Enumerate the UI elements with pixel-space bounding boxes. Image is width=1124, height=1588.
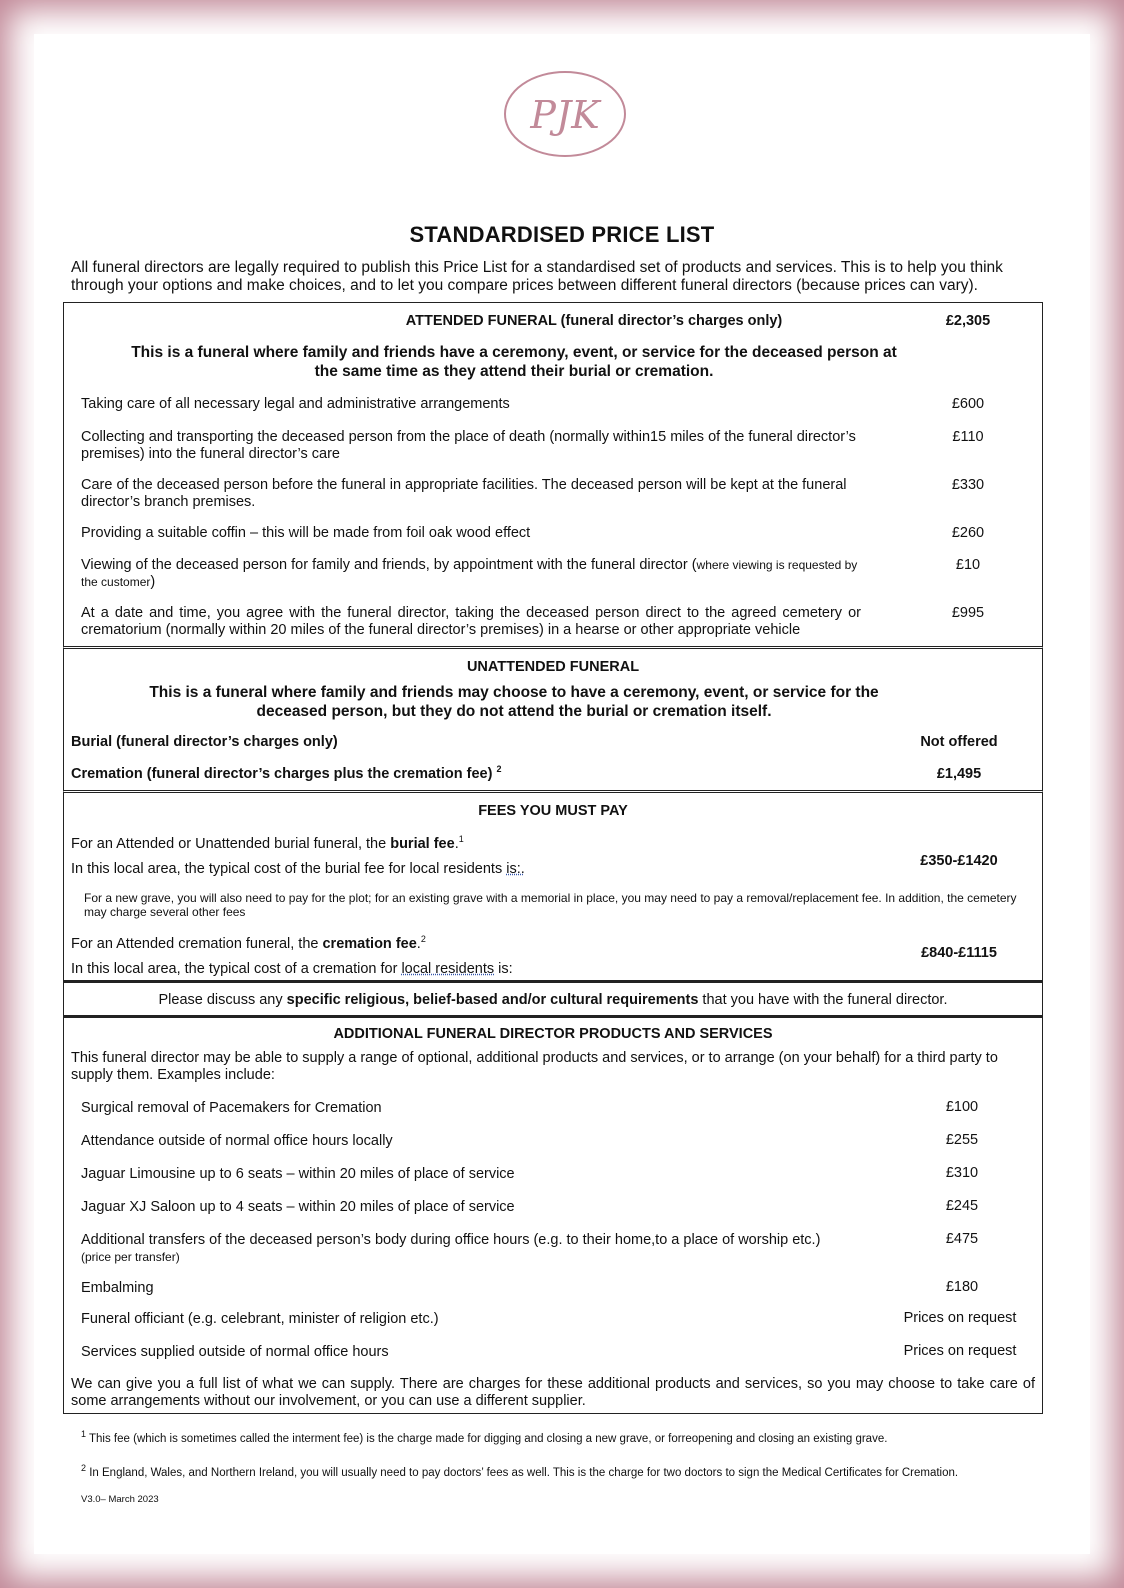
version-label: V3.0– March 2023 <box>81 1494 159 1505</box>
additional-item-price: £180 <box>945 1279 979 1295</box>
attended-item: At a date and time, you agree with the funeral director, taking the deceased person direct to the agreed cemetery or crematorium (normally within 20 miles of the funeral director’s premises) in a hearse or other appropriate vehicle <box>81 605 861 638</box>
burial-note: For a new grave, you will also need to pay for the plot; for an existing grave with a memorial in place, you may need to pay a removal/replacement fee. In addition, the cemetery may charge several other fees <box>84 891 1017 919</box>
attended-item: Taking care of all necessary legal and administrative arrangements <box>81 396 510 412</box>
attended-lead: This is a funeral where family and friends have a ceremony, event, or service for the deceased person at the same time as they attend their burial or cremation. <box>131 344 897 380</box>
additional-intro: This funeral director may be able to supply a range of optional, additional products and services, or to arrange (on your behalf) for a third party to supply them. Examples include: <box>71 1050 998 1083</box>
additional-item-price: £475 <box>945 1231 979 1247</box>
additional-item-price: £245 <box>945 1198 979 1214</box>
attended-item-price: £600 <box>951 396 985 412</box>
intro-text: All funeral directors are legally required to publish this Price List for a standardised set of products and services. This is to help you think through your options and make choices, and to let you compare prices between different funeral directors (because prices can vary). <box>71 259 1003 294</box>
attended-item: Collecting and transporting the deceased person from the place of death (normally within15 miles of the funeral director’s premises) into the funeral director’s care <box>81 429 856 462</box>
attended-item: Providing a suitable coffin – this will be made from foil oak wood effect <box>81 525 531 541</box>
attended-heading: ATTENDED FUNERAL (funeral director’s charges only) <box>405 313 783 329</box>
discuss-section <box>63 980 1043 1017</box>
cremation-fee-price: £840-£1115 <box>921 945 997 961</box>
fees-heading: FEES YOU MUST PAY <box>478 803 628 819</box>
additional-item: Jaguar Limousine up to 6 seats – within 20 miles of place of service <box>81 1166 515 1182</box>
attended-item-price: £995 <box>951 605 985 621</box>
price-list-page <box>34 34 1090 1554</box>
unattended-lead: This is a funeral where family and friends may choose to have a ceremony, event, or service for the deceased person, but they do not attend the burial or cremation itself. <box>149 684 879 720</box>
cremation-fee-line: For an Attended cremation funeral, the cremation fee.$^2$ <box>71 934 426 952</box>
additional-item-price: Prices on request <box>903 1343 1017 1359</box>
additional-item: Attendance outside of normal office hours locally <box>81 1133 393 1149</box>
burial-local-link[interactable]: is:. <box>506 861 525 877</box>
discuss-text: Please discuss any specific religious, belief-based and/or cultural requirements that you have with the funeral director. <box>158 992 948 1008</box>
additional-section <box>63 1015 1043 1414</box>
attended-item-price: £10 <box>955 557 981 573</box>
additional-item-price: £255 <box>945 1132 979 1148</box>
additional-item: Funeral officiant (e.g. celebrant, minister of religion etc.) <box>81 1311 439 1327</box>
attended-item: Viewing of the deceased person for family and friends, by appointment with the funeral director (where viewing is requested by the customer) <box>81 557 858 590</box>
additional-item-price: £310 <box>945 1165 979 1181</box>
footnote-1: $^1$ This fee (which is sometimes called the interment fee) is the charge made for digging and closing a new grave, or forreopening and closing an existing grave. <box>81 1429 888 1445</box>
pjk-logo <box>502 70 628 158</box>
attended-item-price: £110 <box>952 429 984 445</box>
unattended-burial-label: Burial (funeral director’s charges only) <box>71 734 338 750</box>
unattended-funeral-section <box>63 646 1043 791</box>
additional-item: Additional transfers of the deceased person’s body during office hours (e.g. to their home,to a place of worship etc.) (price per transfer) <box>81 1232 821 1264</box>
fees-section <box>63 790 1043 982</box>
cremation-local-link[interactable]: local residents <box>401 961 495 977</box>
burial-fee-line: For an Attended or Unattended burial funeral, the burial fee.$^1$ <box>71 834 464 852</box>
additional-item-price: £100 <box>945 1099 979 1115</box>
attended-funeral-section <box>63 302 1043 647</box>
additional-closing: We can give you a full list of what we can supply. There are charges for these additional products and services, so you may choose to take care of some arrangements without our involvement, or you can use a different supplier. <box>71 1376 1035 1409</box>
unattended-burial-price: Not offered <box>920 734 998 750</box>
additional-item: Embalming <box>81 1280 154 1296</box>
attended-total: £2,305 <box>945 313 991 329</box>
additional-item: Services supplied outside of normal office hours <box>81 1344 389 1360</box>
burial-local-line: In this local area, the typical cost of the burial fee for local residents is:. <box>71 861 525 877</box>
additional-item-price: Prices on request <box>903 1310 1017 1326</box>
burial-fee-price: £350-£1420 <box>920 853 998 869</box>
additional-item: Surgical removal of Pacemakers for Cremation <box>81 1100 382 1116</box>
attended-item-price: £260 <box>951 525 985 541</box>
cremation-local-line: In this local area, the typical cost of a cremation for local residents is: <box>71 961 513 977</box>
attended-item-price: £330 <box>951 477 985 493</box>
additional-item: Jaguar XJ Saloon up to 4 seats – within 20 miles of place of service <box>81 1199 515 1215</box>
unattended-cremation-price: £1,495 <box>936 766 982 782</box>
additional-heading: ADDITIONAL FUNERAL DIRECTOR PRODUCTS AND SERVICES <box>333 1026 773 1042</box>
logo-text: PJK <box>530 93 600 137</box>
footnote-2: $^2$ In England, Wales, and Northern Ireland, you will usually need to pay doctors’ fees as well. This is the charge for two doctors to sign the Medical Certificates for Cremation. <box>81 1463 959 1479</box>
unattended-cremation-label: Cremation (funeral director’s charges plus the cremation fee) $^2$ <box>71 764 502 782</box>
unattended-heading: UNATTENDED FUNERAL <box>466 659 640 675</box>
page-title: STANDARDISED PRICE LIST <box>409 222 715 247</box>
attended-item: Care of the deceased person before the funeral in appropriate facilities. The deceased person will be kept at the funeral director’s branch premises. <box>81 477 847 510</box>
